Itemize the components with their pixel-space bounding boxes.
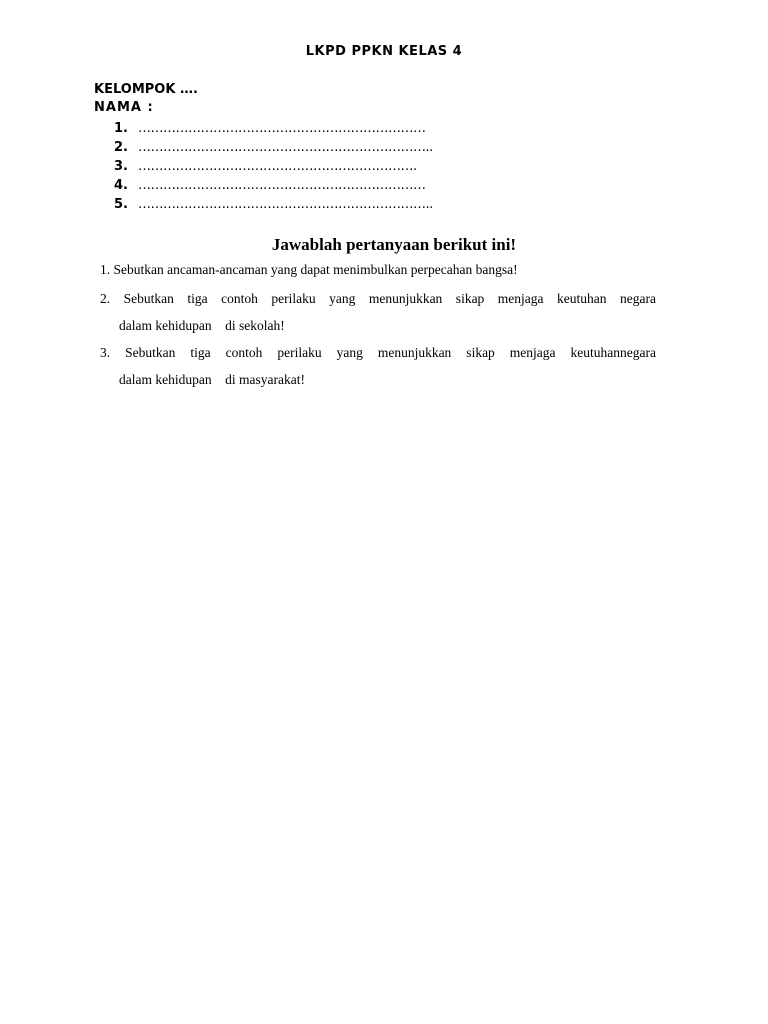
name-entry: [114, 119, 433, 138]
question-number: 2.: [100, 291, 111, 306]
name-entry-line: ……………………………………………………………: [138, 121, 426, 136]
name-entry: [114, 176, 433, 195]
name-entry-number: 2.: [114, 140, 128, 155]
document-title: LKPD PPKN KELAS 4: [305, 44, 463, 59]
question-list: [100, 256, 656, 393]
question-text: Sebutkan ancaman-ancaman yang dapat menimbulkan perpecahan bangsa!: [113, 262, 518, 277]
name-entry-number: 4.: [114, 178, 128, 193]
name-entry-number: 5.: [114, 197, 128, 212]
question-number: 1.: [100, 262, 111, 277]
group-label: KELOMPOK ….: [94, 82, 198, 97]
name-entry: [114, 138, 433, 157]
question-text-line2: dalam kehidupan di masyarakat!: [119, 372, 305, 387]
question-number: 3.: [100, 345, 111, 360]
name-entry-number: 1.: [114, 121, 128, 136]
instruction-heading: Jawablah pertanyaan berikut ini!: [271, 235, 517, 254]
question-text-line2: dalam kehidupan di sekolah!: [119, 318, 285, 333]
name-label: NAMA :: [94, 100, 154, 115]
name-list: [114, 119, 433, 214]
question-item: [100, 256, 656, 283]
name-entry: [114, 157, 433, 176]
name-entry-line: ……………………………………………………………: [138, 178, 426, 193]
question-text-line1: Sebutkan tiga contoh perilaku yang menunjukkan sikap menjaga keutuhannegara: [125, 345, 656, 360]
question-item: [100, 285, 656, 339]
name-entry-line: ……………………………………………………………..: [138, 140, 433, 155]
name-entry: [114, 195, 433, 214]
question-item: [100, 339, 656, 393]
name-entry-line: ……………………………………………………………..: [138, 197, 433, 212]
name-entry-line: ………………………………………………………….: [138, 159, 417, 174]
question-text-line1: Sebutkan tiga contoh perilaku yang menunjukkan sikap menjaga keutuhan negara: [123, 291, 656, 306]
name-entry-number: 3.: [114, 159, 128, 174]
